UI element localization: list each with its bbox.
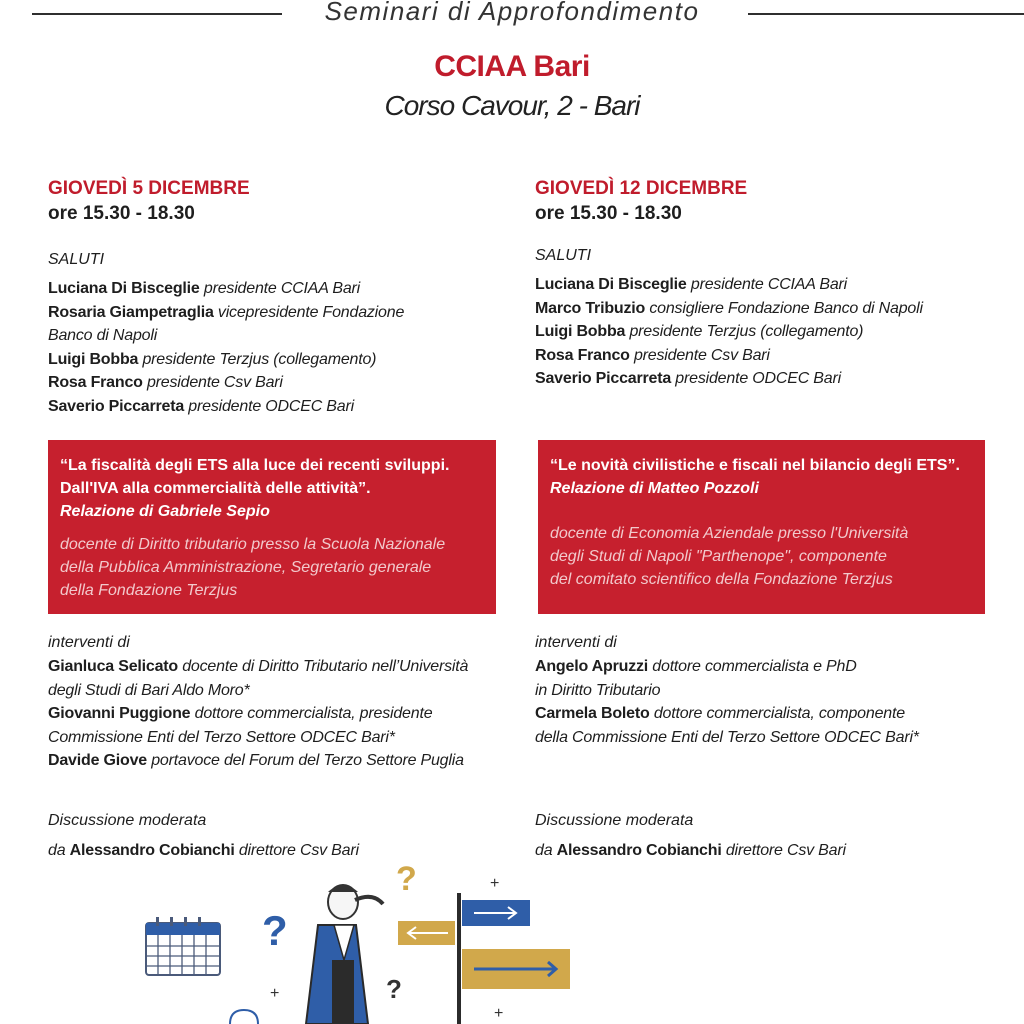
venue-address: Corso Cavour, 2 - Bari [384,90,640,121]
question-mark-icon: ? [386,974,402,1004]
list-item: Rosa Franco presidente Csv Bari [535,346,770,364]
left-interventi-label: interventi di [48,634,130,651]
right-interventi-label: interventi di [535,634,617,651]
left-moderation-label: Discussione moderata [48,812,207,829]
right-lecture-desc-2: degli Studi di Napoli "Parthenope", componente [550,548,887,565]
list-item: Luigi Bobba presidente Terzjus (collegamento) [535,323,864,340]
list-item: Luciana Di Bisceglie presidente CCIAA Bari [48,280,361,297]
left-saluti-label: SALUTI [48,251,105,268]
right-lecture-title-1: “Le novità civilistiche e fiscali nel bilancio degli ETS”. [550,457,960,474]
left-day: GIOVEDÌ 5 DICEMBRE [48,178,250,199]
list-item: Saverio Piccarreta presidente ODCEC Bari [48,397,354,415]
right-moderator: da Alessandro Cobianchi direttore Csv Bari [535,842,846,859]
list-item: Saverio Piccarreta presidente ODCEC Bari [535,370,841,387]
left-time: ore 15.30 - 18.30 [48,203,195,224]
right-time: ore 15.30 - 18.30 [535,203,682,224]
left-lecture-speaker: Relazione di Gabriele Sepio [60,503,270,520]
series-title: Seminari di Approfondimento [324,0,700,26]
plus-icon: + [494,1005,504,1022]
list-item: Gianluca Selicato docente di Diritto Tributario nell’Università [48,658,469,675]
plus-icon: + [490,875,500,892]
right-saluti-label: SALUTI [535,247,592,264]
person-icon [306,885,383,1024]
right-lecture-speaker: Relazione di Matteo Pozzoli [550,480,759,497]
left-lecture-title-1: “La fiscalità degli ETS alla luce dei recenti sviluppi. [60,457,450,474]
list-item: Commissione Enti del Terzo Settore ODCEC Bari* [48,728,395,746]
right-lecture-desc-1: docente di Economia Aziendale presso l'Università [550,525,909,542]
list-item: Luciana Di Bisceglie presidente CCIAA Bari [535,276,848,293]
calendar-icon [146,917,220,975]
list-item: in Diritto Tributario [535,681,661,699]
list-item: Marco Tribuzio consigliere Fondazione Banco di Napoli [535,299,923,317]
left-lecture-desc-2: della Pubblica Amministrazione, Segretario generale [60,559,432,576]
list-item: Carmela Boleto dottore commercialista, componente [535,705,905,722]
list-item: Davide Giove portavoce del Forum del Terzo Settore Puglia [48,752,464,769]
plus-icon: + [270,985,280,1002]
list-item: Angelo Apruzzi dottore commercialista e PhD [535,658,857,675]
left-moderator: da Alessandro Cobianchi direttore Csv Bari [48,842,359,859]
left-lecture-desc-1: docente di Diritto tributario presso la Scuola Nazionale [60,536,446,553]
question-mark-icon: ? [262,907,288,954]
right-lecture-desc-3: del comitato scientifico della Fondazione Terzjus [550,571,893,588]
list-item: Giovanni Puggione dottore commercialista, presidente [48,705,433,722]
left-lecture-title-2: Dall'IVA alla commercialità delle attività”. [60,480,371,497]
question-mark-icon: ? [396,860,417,898]
right-moderation-label: Discussione moderata [535,812,694,829]
list-item: Banco di Napoli [48,327,158,344]
list-item: degli Studi di Bari Aldo Moro* [48,681,250,699]
venue-title: CCIAA Bari [434,50,590,83]
list-item: Rosaria Giampetraglia vicepresidente Fondazione [48,303,405,321]
right-day: GIOVEDÌ 12 DICEMBRE [535,178,748,199]
left-lecture-desc-3: della Fondazione Terzjus [60,582,238,599]
list-item: della Commissione Enti del Terzo Settore ODCEC Bari* [535,728,919,746]
list-item: Luigi Bobba presidente Terzjus (collegamento) [48,350,377,368]
list-item: Rosa Franco presidente Csv Bari [48,374,283,391]
